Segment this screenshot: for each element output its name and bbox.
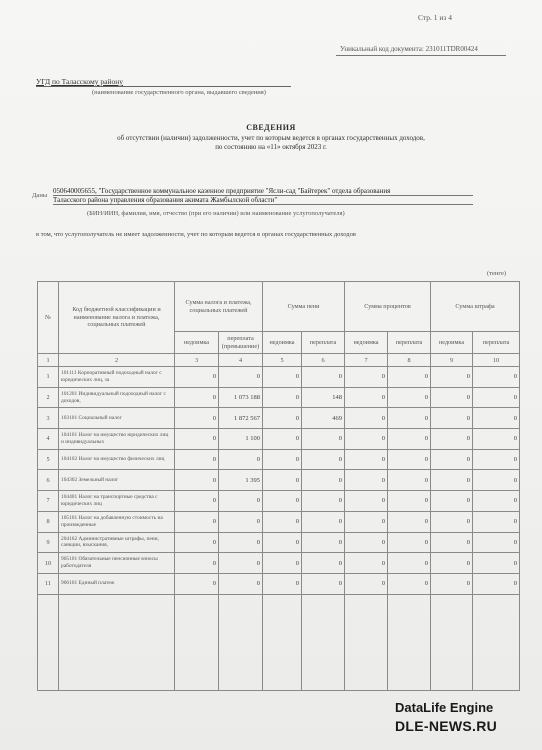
row-amount: 0 [345,470,388,491]
recipient-line1: 050640005655, "Государственное коммунальное казенное предприятие "Ясли-сад "Байтерек" отдела образования [53,187,391,195]
row-amount: 0 [473,532,520,553]
row-amount: 0 [302,429,345,450]
row-amount: 0 [175,532,219,553]
table-row [38,470,520,491]
row-code-name: 905101 Обязательные пенсионные взносы работодателя [59,553,175,574]
row-number: 11 [38,573,59,594]
row-amount: 0 [263,532,302,553]
header-penalty-group: Сумма пени [263,282,345,332]
table-row [38,573,520,594]
row-amount: 0 [473,470,520,491]
row-amount: 0 [431,532,473,553]
row-amount: 0 [431,470,473,491]
table-row [38,511,520,532]
column-number: 5 [263,354,302,367]
row-amount: 0 [388,573,431,594]
row-amount: 469 [302,408,345,429]
row-code-name: 105101 Налог на добавленную стоимость на произведенные [59,511,175,532]
column-number: 6 [302,354,345,367]
row-amount: 0 [175,429,219,450]
header-arrears: недоимка [175,332,219,354]
row-amount: 0 [388,491,431,512]
debt-table [37,281,520,691]
row-amount: 0 [473,387,520,408]
header-code: Код бюджетной классификации и наименование налога и платежа, социальных платежей [59,282,175,354]
row-number: 3 [38,408,59,429]
header-overpay: переплата (превышение) [219,332,263,354]
row-amount: 0 [175,511,219,532]
row-number: 9 [38,532,59,553]
row-amount: 0 [219,449,263,470]
row-amount: 0 [473,367,520,388]
row-code-name: 104302 Земельный налог [59,470,175,491]
row-amount: 0 [345,387,388,408]
row-code-name: 101201 Индивидуальный подоходный налог с доходов, [59,387,175,408]
row-amount: 0 [263,429,302,450]
row-amount: 0 [473,429,520,450]
row-amount: 0 [431,449,473,470]
row-amount: 0 [263,470,302,491]
document-subtitle-line2: по состоянию на «11» октября 2023 г. [215,143,327,151]
row-amount: 0 [431,367,473,388]
document-subtitle-line1: об отсутствии (наличии) задолженности, учет по которым ведется в органах государственных доходов, [117,134,425,142]
row-amount: 0 [473,449,520,470]
row-amount: 0 [473,553,520,574]
row-amount: 0 [302,532,345,553]
header-no: № [38,282,59,354]
row-code-name: 906101 Единый платеж [59,573,175,594]
row-amount: 0 [263,449,302,470]
row-number: 5 [38,449,59,470]
row-amount: 0 [263,387,302,408]
row-amount: 0 [431,387,473,408]
row-amount: 0 [219,367,263,388]
column-numbers-row [38,354,520,367]
row-amount: 1 100 [219,429,263,450]
header-tax-group: Сумма налога и платежа, социальных платежей [175,282,263,332]
row-number: 6 [38,470,59,491]
table-row [38,491,520,512]
row-amount: 0 [302,573,345,594]
row-amount: 0 [388,470,431,491]
header-arrears: недоимка [345,332,388,354]
header-interest-group: Сумма процентов [345,282,431,332]
row-number: 1 [38,367,59,388]
row-amount: 0 [263,491,302,512]
row-amount: 0 [302,470,345,491]
row-number: 2 [38,387,59,408]
row-amount: 0 [388,387,431,408]
statement-note: в том, что услугополучатель не имеет задолженности, учет по которым ведется в органах государственных доходов [36,231,356,238]
page-number: Стр. 1 из 4 [418,13,452,22]
row-amount: 0 [302,553,345,574]
row-amount: 0 [263,367,302,388]
row-amount: 0 [263,553,302,574]
column-number: 2 [59,354,175,367]
row-code-name: 204162 Административные штрафы, пени, санкции, взыскания, [59,532,175,553]
row-amount: 1 395 [219,470,263,491]
row-amount: 0 [175,367,219,388]
header-arrears: недоимка [431,332,473,354]
header-overpay: переплата [473,332,520,354]
row-amount: 1 073 188 [219,387,263,408]
recipient-caption: (БИН/ИИН, фамилия, имя, отчество (при его наличии) или наименование услугополучателя) [87,210,345,217]
row-amount: 0 [345,532,388,553]
column-number: 9 [431,354,473,367]
divider [336,55,506,56]
issuer-name: УГД по Таласскому району [36,77,123,86]
table-row [38,429,520,450]
row-amount: 0 [473,408,520,429]
row-amount: 0 [388,367,431,388]
row-amount: 0 [345,408,388,429]
row-number: 8 [38,511,59,532]
row-amount: 0 [175,449,219,470]
row-amount: 0 [431,408,473,429]
row-amount: 148 [302,387,345,408]
row-amount: 0 [345,429,388,450]
row-amount: 0 [431,429,473,450]
row-amount: 0 [473,491,520,512]
row-amount: 0 [388,408,431,429]
row-code-name: 104102 Налог на имущество физических лиц [59,449,175,470]
row-number: 10 [38,553,59,574]
row-amount: 0 [219,553,263,574]
row-amount: 0 [431,573,473,594]
row-amount: 0 [175,408,219,429]
row-amount: 0 [431,553,473,574]
row-amount: 0 [345,367,388,388]
column-number: 8 [388,354,431,367]
row-amount: 0 [219,491,263,512]
watermark-line1: DataLife Engine [395,700,494,715]
watermark-line2: DLE-NEWS.RU [395,718,498,734]
row-amount: 0 [345,553,388,574]
row-amount: 0 [219,532,263,553]
row-amount: 0 [302,449,345,470]
table-empty-area [38,594,520,690]
row-amount: 0 [263,573,302,594]
row-amount: 0 [175,553,219,574]
row-amount: 0 [175,387,219,408]
row-code-name: 104101 Налог на имущество юридических лиц и индивидуальных [59,429,175,450]
row-amount: 0 [345,511,388,532]
row-amount: 0 [388,429,431,450]
row-amount: 0 [388,532,431,553]
currency-label: (тенге) [487,270,506,277]
row-amount: 0 [388,449,431,470]
row-code-name: 101111 Корпоративный подоходный налог с юридических лиц, за [59,367,175,388]
issuer-caption: (наименование государственного органа, выдавшего сведения) [92,89,266,96]
row-amount: 0 [175,573,219,594]
table-row [38,532,520,553]
row-amount: 0 [388,553,431,574]
row-amount: 0 [263,511,302,532]
row-amount: 1 872 567 [219,408,263,429]
table-row [38,553,520,574]
row-amount: 0 [302,511,345,532]
table-row [38,449,520,470]
row-amount: 0 [345,573,388,594]
row-code-name: 103101 Социальный налог [59,408,175,429]
header-overpay: переплата [302,332,345,354]
header-arrears: недоимка [263,332,302,354]
row-amount: 0 [431,491,473,512]
row-amount: 0 [473,573,520,594]
row-amount: 0 [175,491,219,512]
row-amount: 0 [263,408,302,429]
column-number: 10 [473,354,520,367]
table-row [38,408,520,429]
column-number: 1 [38,354,59,367]
row-amount: 0 [219,573,263,594]
column-number: 4 [219,354,263,367]
row-amount: 0 [219,511,263,532]
table-row [38,387,520,408]
row-number: 4 [38,429,59,450]
column-number: 7 [345,354,388,367]
table-row [38,367,520,388]
recipient-label: Даны [32,192,48,199]
recipient-line2: Таласского района управления образования акимата Жамбылской области" [53,196,278,204]
row-amount: 0 [345,449,388,470]
row-code-name: 104401 Налог на транспортные средства с юридических лиц [59,491,175,512]
row-amount: 0 [431,511,473,532]
column-number: 3 [175,354,219,367]
row-amount: 0 [302,367,345,388]
row-amount: 0 [302,491,345,512]
header-overpay: переплата [388,332,431,354]
divider [36,86,291,87]
document-title: СВЕДЕНИЯ [246,123,296,132]
row-amount: 0 [345,491,388,512]
row-amount: 0 [473,511,520,532]
row-amount: 0 [388,511,431,532]
row-amount: 0 [175,470,219,491]
divider [53,204,473,205]
row-number: 7 [38,491,59,512]
header-fine-group: Сумма штрафа [431,282,520,332]
unique-document-code: Уникальный код документа: 231011TDR00424 [340,45,478,53]
